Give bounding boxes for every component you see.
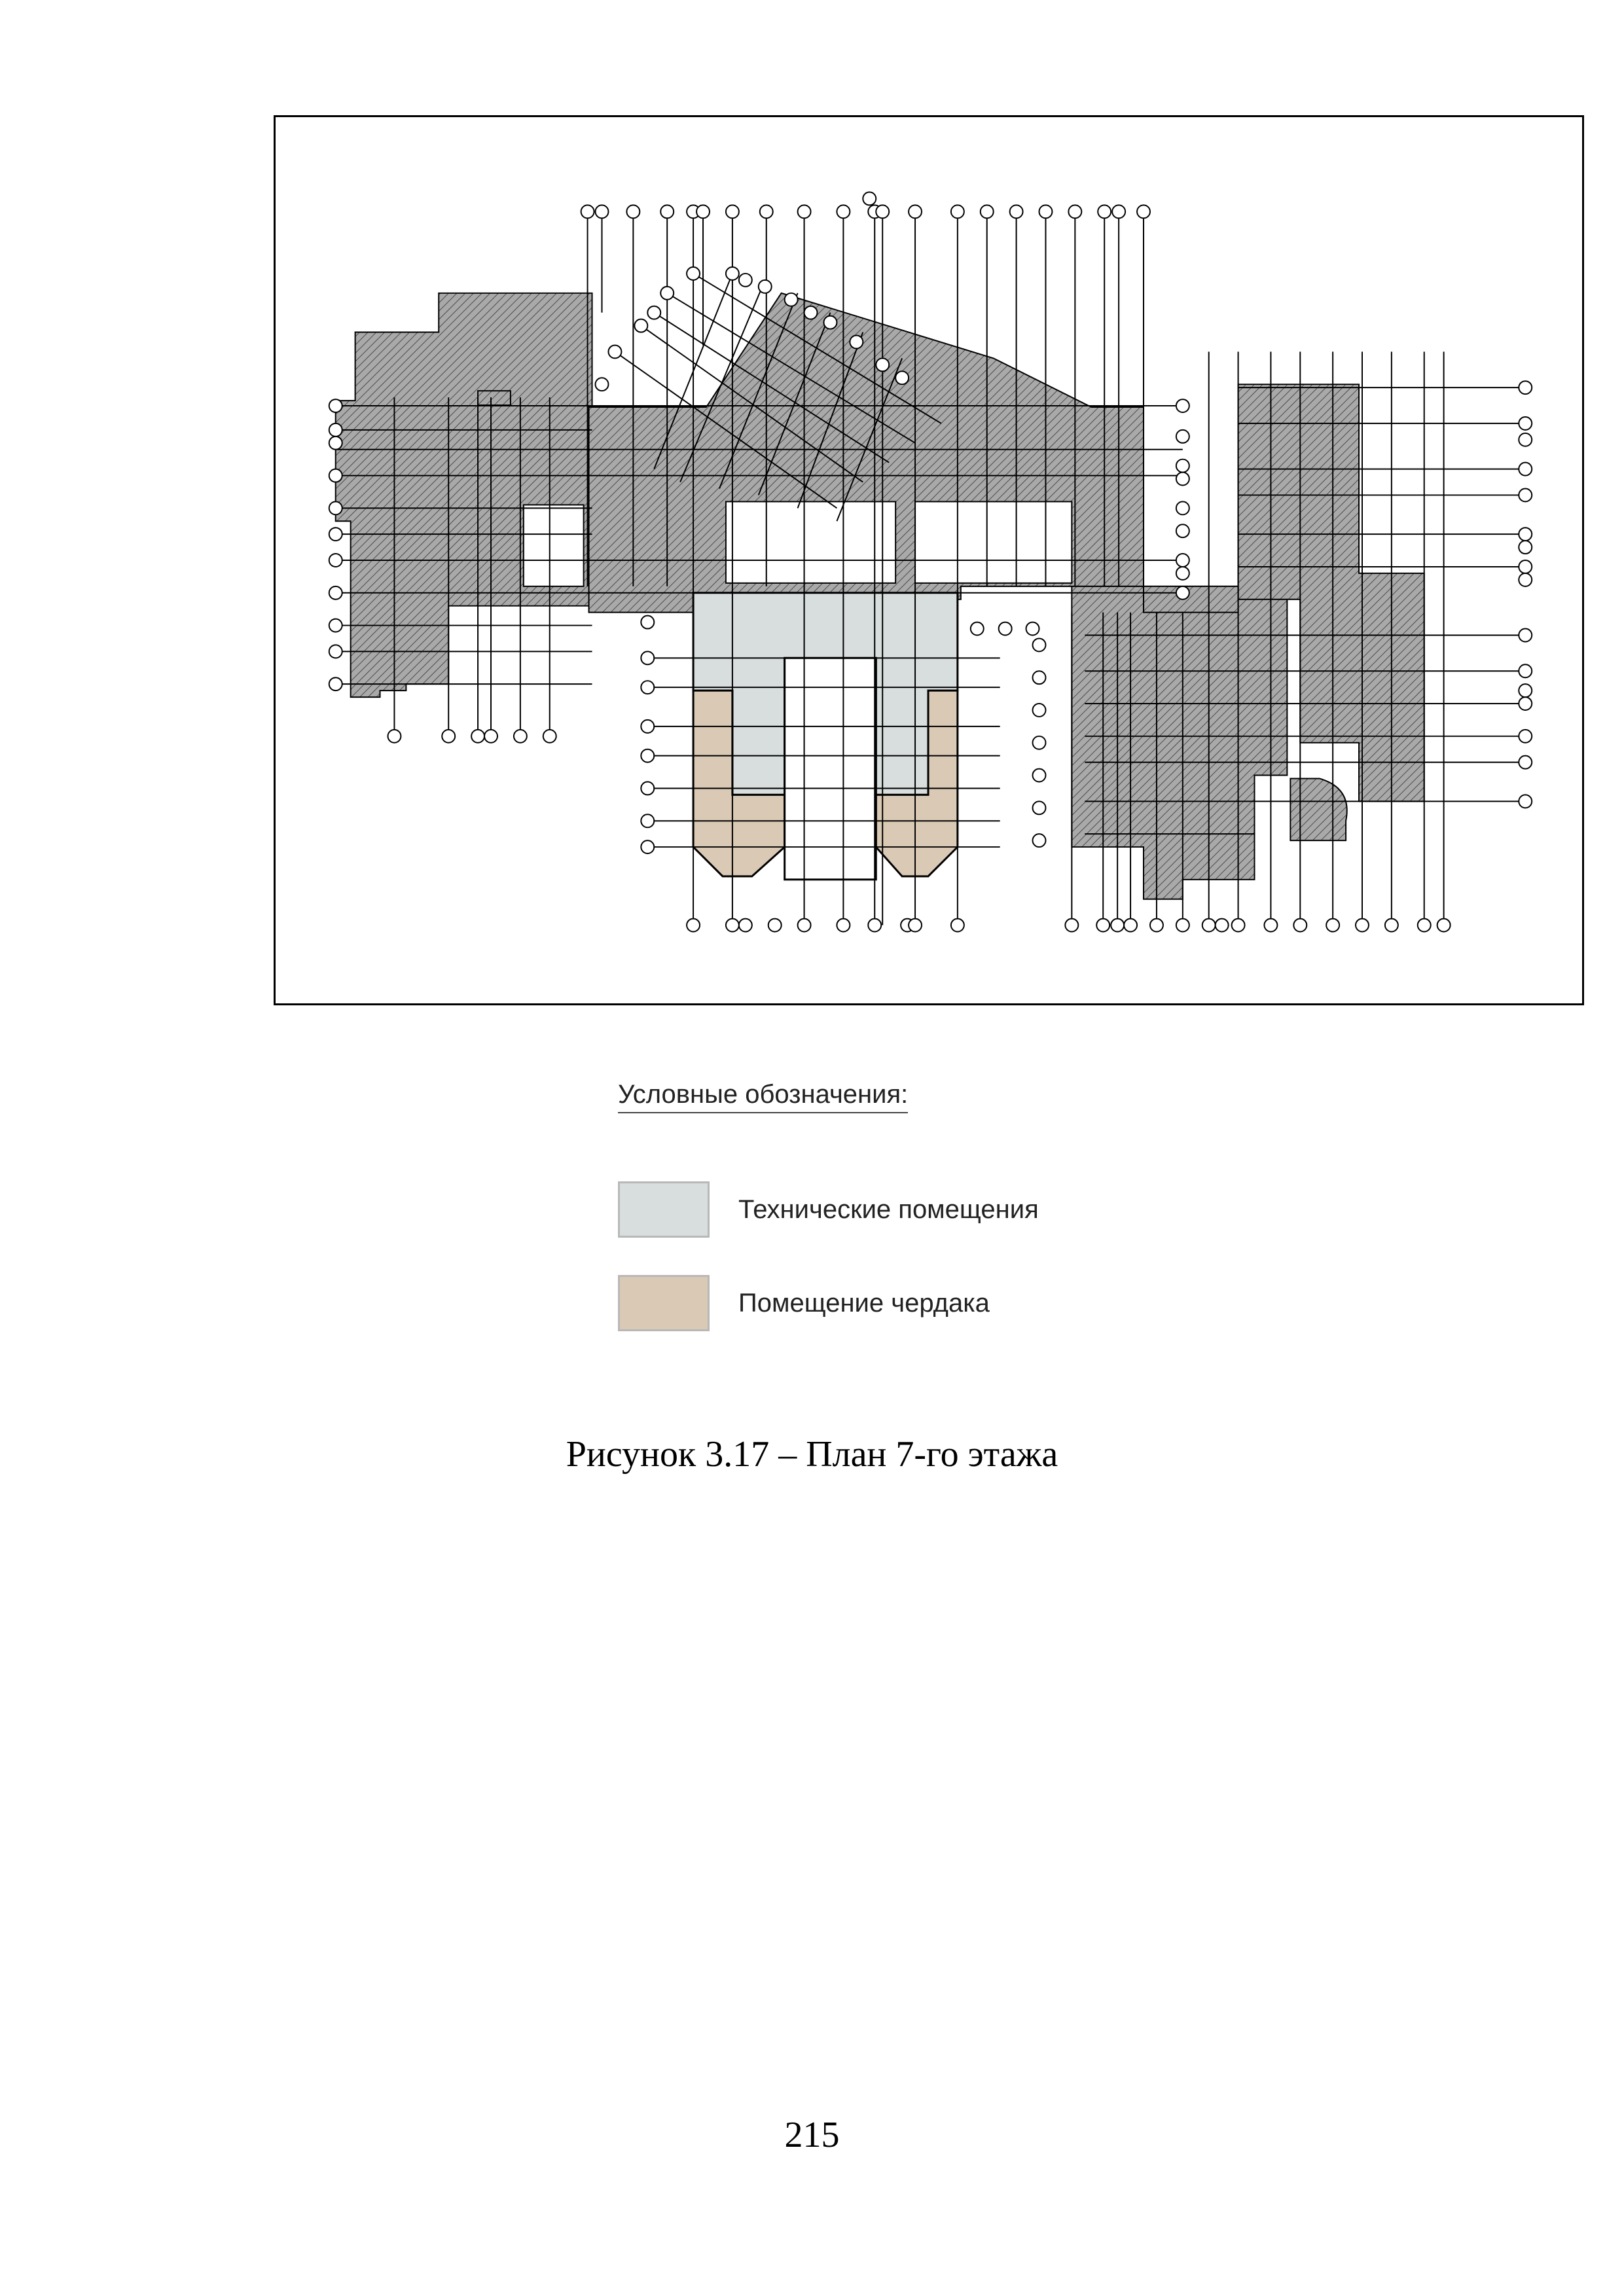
left-wing [336, 293, 592, 697]
legend-swatch-attic [618, 1275, 710, 1331]
right-small [1290, 779, 1346, 841]
figure-caption: Рисунок 3.17 – План 7-го этажа [566, 1434, 1058, 1475]
legend-label-attic: Помещение чердака [738, 1288, 990, 1318]
connector [1144, 586, 1238, 613]
legend-title: Условные обозначения: [618, 1080, 908, 1113]
legend-item-attic [618, 1275, 990, 1331]
figure-frame [274, 115, 1584, 1005]
small-top-block [478, 391, 511, 405]
legend-swatch-technical [618, 1181, 710, 1238]
legend-label-technical: Технические помещения [738, 1194, 1039, 1224]
legend-item-technical-rooms [618, 1181, 1039, 1238]
page-number: 215 [784, 2115, 840, 2155]
right-block [1072, 586, 1287, 899]
floor-plan-drawing [276, 117, 1582, 1003]
